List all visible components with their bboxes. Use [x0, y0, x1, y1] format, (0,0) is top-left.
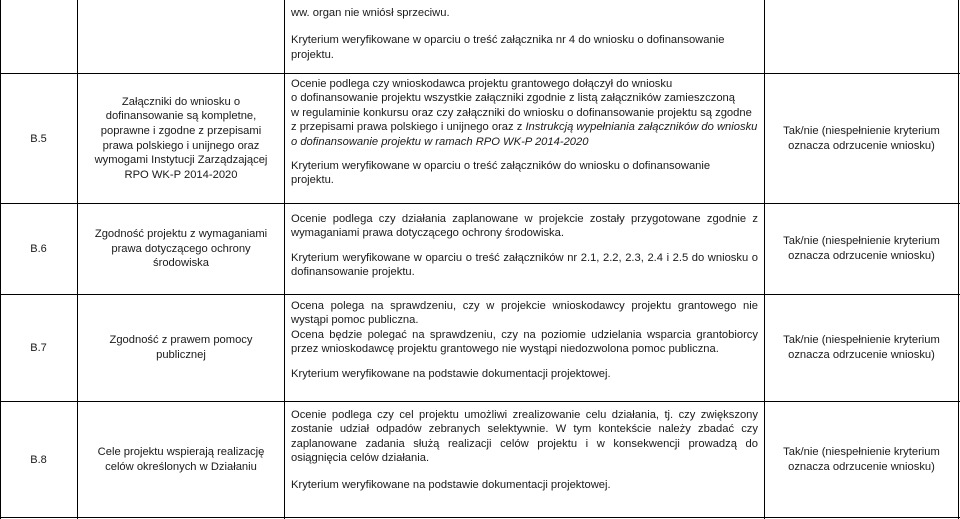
row-divider-bottom [0, 517, 960, 518]
criterion-name: Zgodność z prawem pomocy publicznej [109, 334, 253, 361]
table-border-right [958, 0, 959, 519]
criterion-id: B.5 [30, 132, 47, 145]
criterion-id: B.8 [30, 453, 47, 466]
criterion-description: Ocenie podlega czy działania zaplanowane w projekcie zostały przygotowane zgodnie z wymaganiami prawa dotyczącego ochrony środowiska. Kryterium weryfikowane w oparciu o treść załączników nr 2.1, 2.2, 2.3, 2.4 i 2.5 do wniosku o dofinansowanie projektu. [291, 213, 758, 279]
criterion-name: Zgodność projektu z wymaganiami prawa dotyczącego ochrony środowiska [94, 228, 268, 270]
criterion-name: Cele projektu wspierają realizację celów określonych w Działaniu [97, 445, 265, 473]
criterion-result: Tak/nie (niespełnienie kryterium oznacza odrzucenie wniosku) [783, 334, 940, 361]
criterion-id: B.7 [30, 342, 47, 354]
column-divider-2 [284, 0, 285, 519]
continued-description [291, 6, 758, 62]
continued-line: Kryterium weryfikowane w oparciu o treść załącznika nr 4 do wniosku o dofinansowanie [291, 34, 725, 47]
criterion-description: Ocenie podlega czy cel projektu umożliwi zrealizowanie celu działania, tj. czy zwiększony zostanie udział odpadów zebranych selektywnie. W tym kontekście należy zbadać czy zaplanowane zadania służą realizacji celów projektu i w konsekwencji prowadzą do osiągnięcia celów działania. Kryterium weryfikowane na podstawie dokumentacji projektowej. [291, 409, 758, 491]
criterion-description: Ocenie podlega czy wnioskodawca projektu grantowego dołączył do wniosku o dofinansowanie projektu wszystkie załączniki zgodnie z listą załączników zamieszczoną w regulaminie konkursu oraz czy załączniki do wniosku o dofinansowanie projektu są zgodne z przepisami prawa polskiego i unijnego oraz z Instrukcją wypełniania załączników do wniosku o dofinansowanie projektu w ramach RPO WK-P 2014-2020 Kryterium weryfikowane w oparciu o treść załączników do wniosku o dofinansowanie projektu. [291, 78, 758, 187]
criterion-result: Tak/nie (niespełnienie kryterium oznacza odrzucenie wniosku) [783, 445, 940, 473]
continued-line: projektu. [291, 48, 334, 61]
criterion-description: Ocena polega na sprawdzeniu, czy w projekcie wnioskodawcy projektu grantowego nie wystąpi pomoc publiczna. Ocena będzie polegać na sprawdzeniu, czy na poziomie udzielania wsparcia grantobiorcy przez wnioskodawcę projektu grantowego nie wystąpi niedozwolona pomoc publiczna. Kryterium weryfikowane na podstawie dokumentacji projektowej. [291, 300, 758, 380]
criterion-id: B.6 [30, 243, 47, 255]
criterion-result: Tak/nie (niespełnienie kryterium oznacza odrzucenie wniosku) [783, 235, 940, 262]
criterion-name: Załączniki do wniosku o dofinansowanie są kompletne, poprawne i zgodne z przepisami prawa polskiego i unijnego oraz wymogami Instytucji Zarządzającej RPO WK-P 2014-2020 [94, 95, 268, 181]
continued-line: ww. organ nie wniósł sprzeciwu. [291, 7, 450, 19]
criterion-result: Tak/nie (niespełnienie kryterium oznacza odrzucenie wniosku) [783, 124, 940, 152]
